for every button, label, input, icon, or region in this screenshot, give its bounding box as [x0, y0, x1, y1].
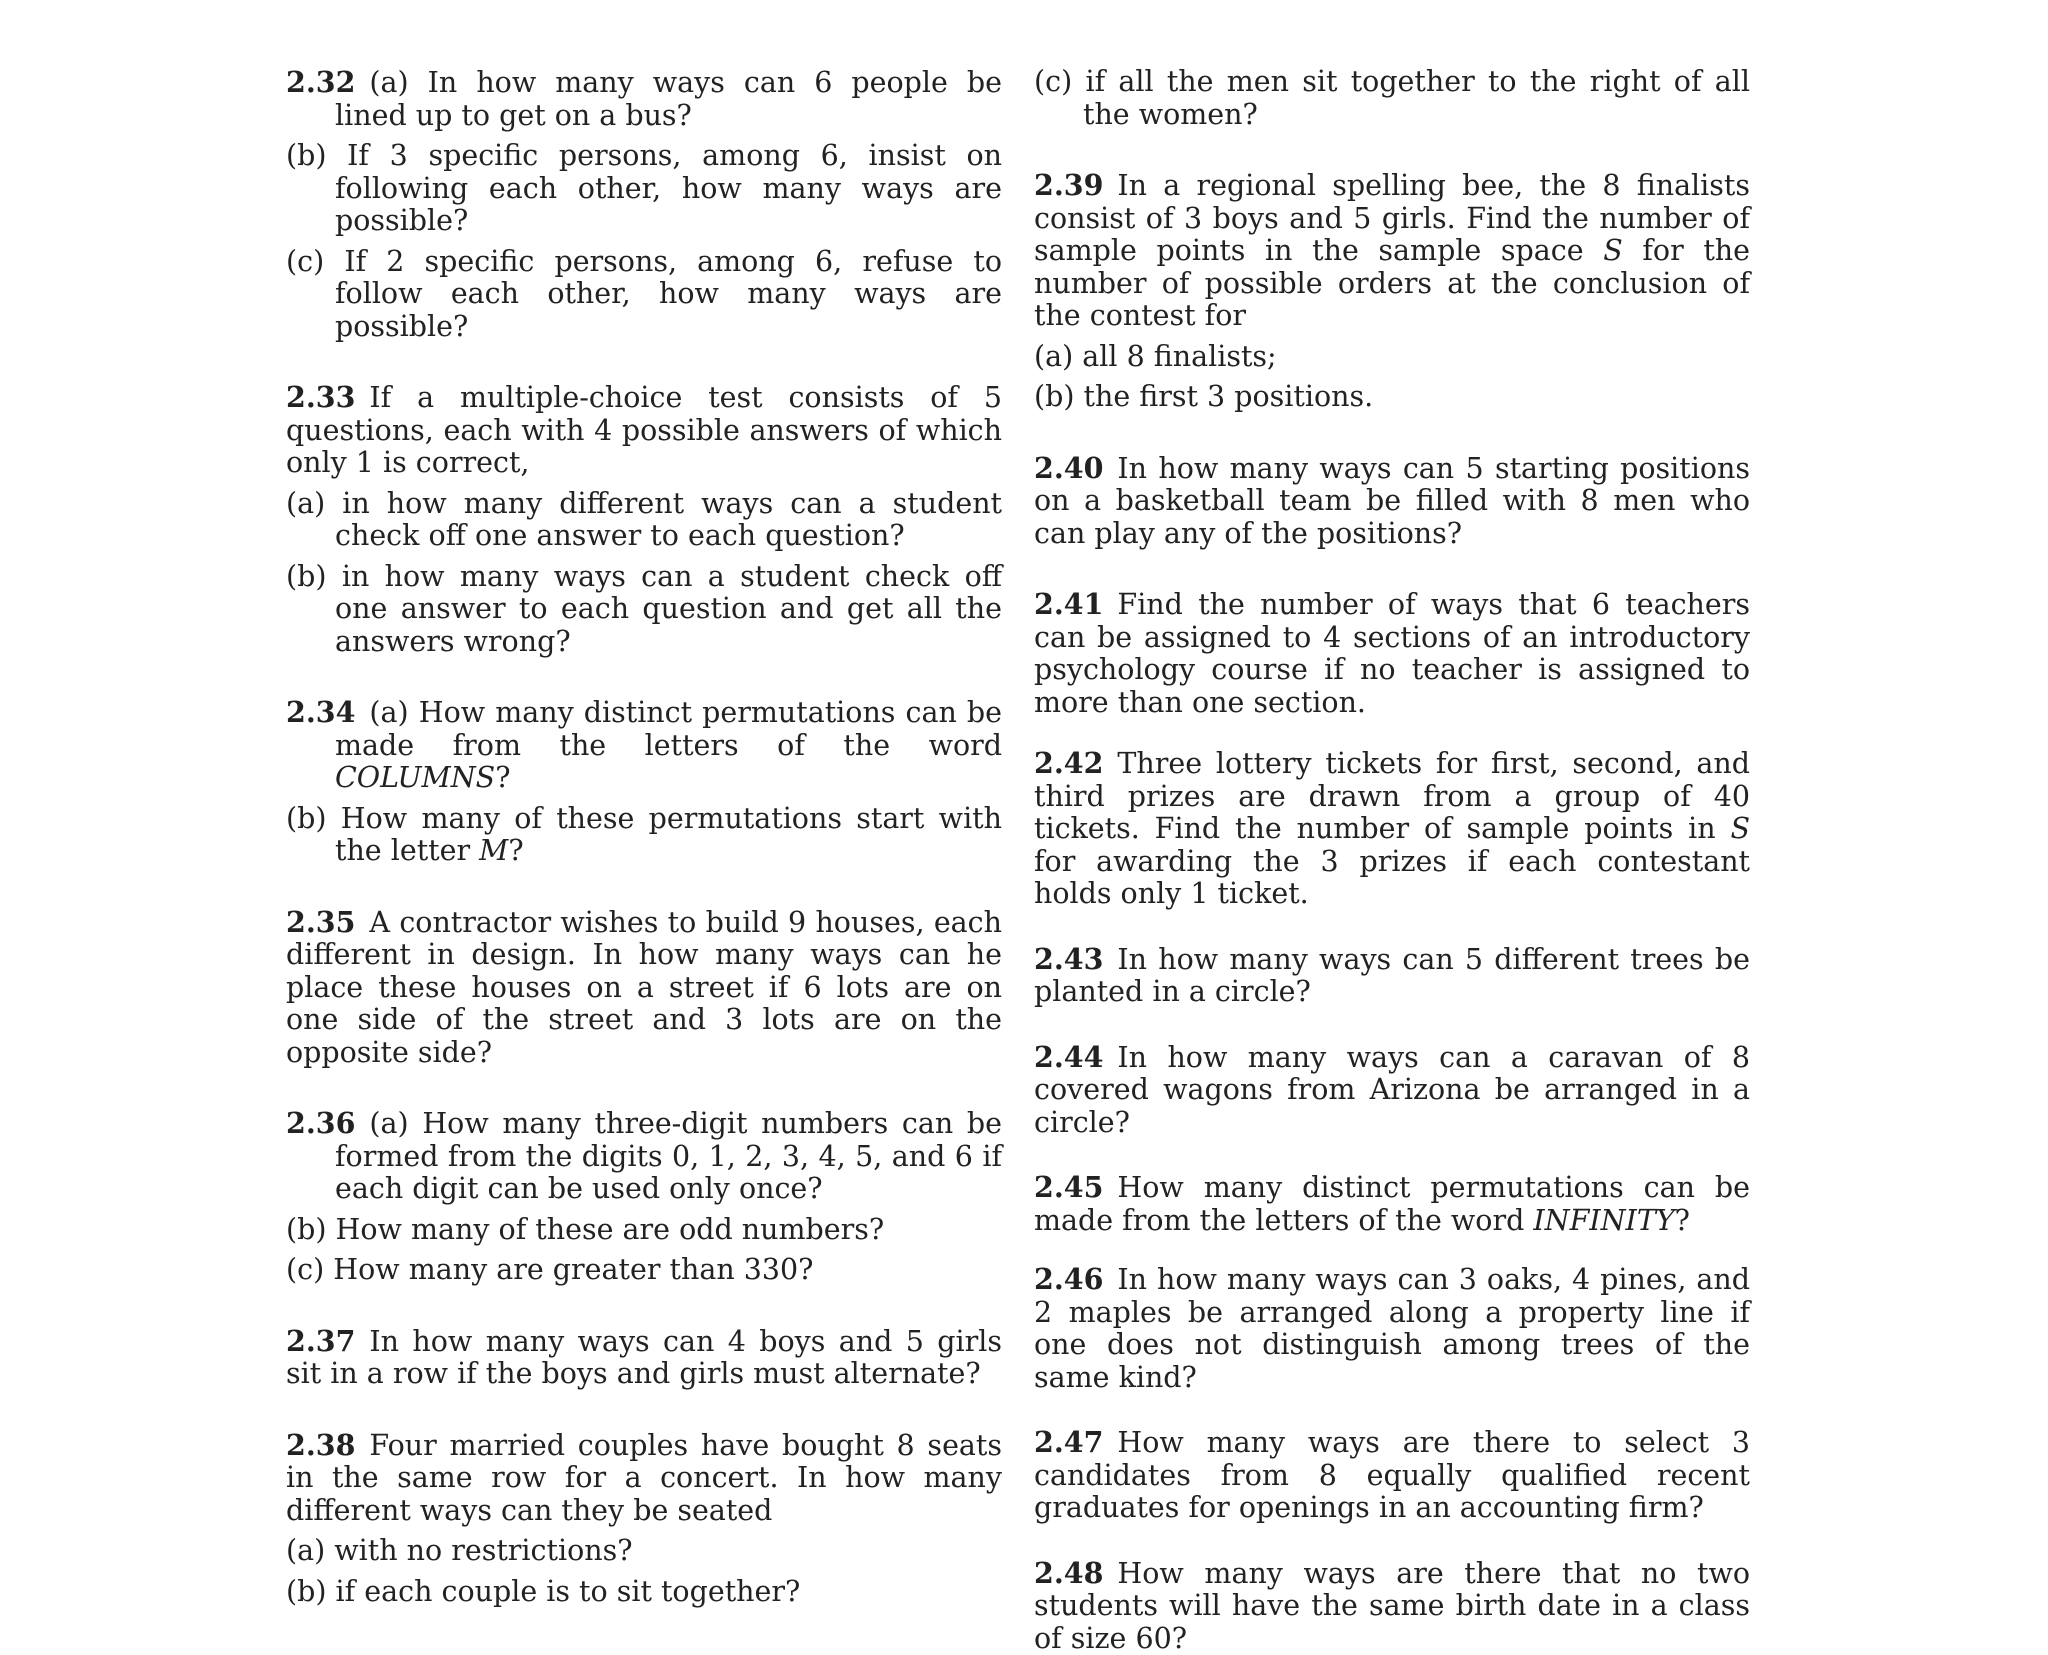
- problem-number: 2.32: [286, 65, 355, 99]
- problem-text: In how many ways can a caravan of 8 covered wagons from Arizona be arranged in a circle?: [1034, 1041, 1750, 1139]
- problem-2-48: [1034, 1557, 1750, 1655]
- problem-text: (a) In how many ways can 6 people be lined up to get on a bus?: [335, 66, 1002, 132]
- problem-2-46-text: [1034, 1263, 1750, 1394]
- problem-2-34: [286, 696, 1002, 868]
- problem-2-38: [286, 1429, 1002, 1609]
- right-column: [1034, 66, 1750, 1655]
- problem-number: 2.37: [286, 1324, 355, 1358]
- problem-text: for awarding the 3 prizes if each contestant holds only 1 ticket.: [1034, 845, 1750, 911]
- problem-2-42: [1034, 747, 1750, 911]
- problem-text: In how many ways can 5 different trees be planted in a circle?: [1034, 943, 1750, 1009]
- problem-2-36-part-b: (b) How many of these are odd numbers?: [286, 1214, 1002, 1247]
- problem-number: 2.38: [286, 1428, 355, 1462]
- problem-2-38-continued: [1034, 66, 1750, 131]
- problem-number: 2.34: [286, 695, 355, 729]
- problem-number: 2.42: [1034, 746, 1103, 780]
- problem-text: In how many ways can 5 starting positions on a basketball team be filled with 8 men who can play any of the positions?: [1034, 452, 1750, 550]
- problem-2-37: [286, 1325, 1002, 1391]
- problem-number: 2.48: [1034, 1556, 1103, 1590]
- problem-2-37-text: [286, 1325, 1002, 1391]
- problem-2-33-intro: [286, 381, 1002, 480]
- problem-2-35: [286, 906, 1002, 1070]
- problem-number: 2.44: [1034, 1040, 1103, 1074]
- letter-m: M: [479, 834, 508, 867]
- problem-2-39-part-b: (b) the first 3 positions.: [1034, 381, 1750, 414]
- problem-2-43: [1034, 943, 1750, 1009]
- problem-2-47-text: [1034, 1426, 1750, 1525]
- problem-2-38-intro: [286, 1429, 1002, 1528]
- problem-text: (b) How many of these permutations start with the letter: [286, 802, 1002, 868]
- problem-text: How many distinct permutations can be made from the letters of the word: [1034, 1171, 1750, 1237]
- problem-text: How many ways are there to select 3 candidates from 8 equally qualified recent graduates for openings in an accounting firm?: [1034, 1426, 1750, 1524]
- problem-number: 2.43: [1034, 942, 1103, 976]
- word-columns: COLUMNS: [335, 761, 495, 794]
- problem-2-45-text: [1034, 1171, 1750, 1237]
- problem-2-41-text: [1034, 588, 1750, 719]
- problem-text: (a) How many distinct permutations can be made from the letters of the word: [335, 696, 1002, 762]
- problem-2-39-intro: [1034, 169, 1750, 333]
- problem-number: 2.45: [1034, 1170, 1103, 1204]
- problem-2-33: [286, 381, 1002, 658]
- problem-text: In how many ways can 4 boys and 5 girls sit in a row if the boys and girls must alternate?: [286, 1325, 1002, 1391]
- problem-text: A contractor wishes to build 9 houses, each different in design. In how many ways can he place these houses on a street if 6 lots are on one side of the street and 3 lots are on the opposite side?: [286, 906, 1002, 1069]
- symbol-s: S: [1730, 812, 1750, 845]
- punctuation: ?: [508, 834, 523, 867]
- problem-2-42-text: [1034, 747, 1750, 911]
- problem-2-43-text: [1034, 943, 1750, 1009]
- problem-text: How many ways are there that no two students will have the same birth date in a class of size 60?: [1034, 1557, 1750, 1655]
- problem-number: 2.36: [286, 1106, 355, 1140]
- problem-text: In a regional spelling bee, the 8 finalists consist of 3 boys and 5 girls. Find the number of sample points in the sample space: [1034, 169, 1750, 267]
- problem-2-32-part-a: [286, 66, 1002, 132]
- problem-2-39-part-a: (a) all 8 finalists;: [1034, 341, 1750, 374]
- problem-2-39: [1034, 169, 1750, 414]
- problem-number: 2.40: [1034, 451, 1103, 485]
- problem-2-46: [1034, 1263, 1750, 1394]
- problem-text: for the number of possible orders at the conclusion of the contest for: [1034, 234, 1750, 332]
- symbol-s: S: [1603, 234, 1623, 267]
- problem-2-44-text: [1034, 1041, 1750, 1140]
- word-infinity: INFINITY: [1533, 1204, 1674, 1237]
- problem-text: Find the number of ways that 6 teachers can be assigned to 4 sections of an introductory psychology course if no teacher is assigned to more than one section.: [1034, 588, 1750, 719]
- problem-2-32: [286, 66, 1002, 343]
- problem-2-45: [1034, 1171, 1750, 1237]
- problem-text: (a) How many three-digit numbers can be formed from the digits 0, 1, 2, 3, 4, 5, and 6 if each digit can be used only once?: [335, 1107, 1002, 1205]
- problem-2-48-text: [1034, 1557, 1750, 1655]
- problem-2-35-text: [286, 906, 1002, 1070]
- problem-number: 2.46: [1034, 1262, 1103, 1296]
- problem-text: Four married couples have bought 8 seats in the same row for a concert. In how many different ways can they be seated: [286, 1429, 1002, 1527]
- problem-2-36-part-a: [286, 1107, 1002, 1206]
- problem-number: 2.33: [286, 380, 355, 414]
- problem-2-33-part-a: (a) in how many different ways can a student check off one answer to each question?: [286, 488, 1002, 553]
- problem-2-34-part-a: [286, 696, 1002, 795]
- problem-2-34-part-b: [286, 803, 1002, 868]
- problem-2-47: [1034, 1426, 1750, 1525]
- punctuation: ?: [1675, 1204, 1690, 1237]
- problem-text: If a multiple-choice test consists of 5 questions, each with 4 possible answers of which only 1 is correct,: [286, 381, 1002, 479]
- problem-number: 2.41: [1034, 587, 1103, 621]
- problem-text: In how many ways can 3 oaks, 4 pines, and 2 maples be arranged along a property line if one does not distinguish among trees of the same kind?: [1034, 1263, 1750, 1394]
- problem-2-33-part-b: (b) in how many ways can a student check off one answer to each question and get all the answers wrong?: [286, 561, 1002, 659]
- problem-2-40: [1034, 452, 1750, 551]
- problem-2-38-part-b: (b) if each couple is to sit together?: [286, 1576, 1002, 1609]
- problem-2-32-part-b: (b) If 3 specific persons, among 6, insist on following each other, how many ways are possible?: [286, 140, 1002, 238]
- problem-2-36: [286, 1107, 1002, 1287]
- problem-2-36-part-c: (c) How many are greater than 330?: [286, 1254, 1002, 1287]
- problem-2-44: [1034, 1041, 1750, 1140]
- problem-text: Three lottery tickets for first, second, and third prizes are drawn from a group of 40 tickets. Find the number of sample points in: [1034, 747, 1750, 845]
- problem-2-32-part-c: (c) If 2 specific persons, among 6, refuse to follow each other, how many ways are possible?: [286, 246, 1002, 344]
- problem-2-38-part-a: (a) with no restrictions?: [286, 1535, 1002, 1568]
- problem-number: 2.35: [286, 905, 355, 939]
- problem-2-40-text: [1034, 452, 1750, 551]
- problem-number: 2.39: [1034, 168, 1103, 202]
- punctuation: ?: [495, 761, 510, 794]
- problem-number: 2.47: [1034, 1425, 1103, 1459]
- problem-2-41: [1034, 588, 1750, 719]
- left-column: [286, 66, 1002, 1616]
- problem-2-38-part-c: (c) if all the men sit together to the right of all the women?: [1034, 66, 1750, 131]
